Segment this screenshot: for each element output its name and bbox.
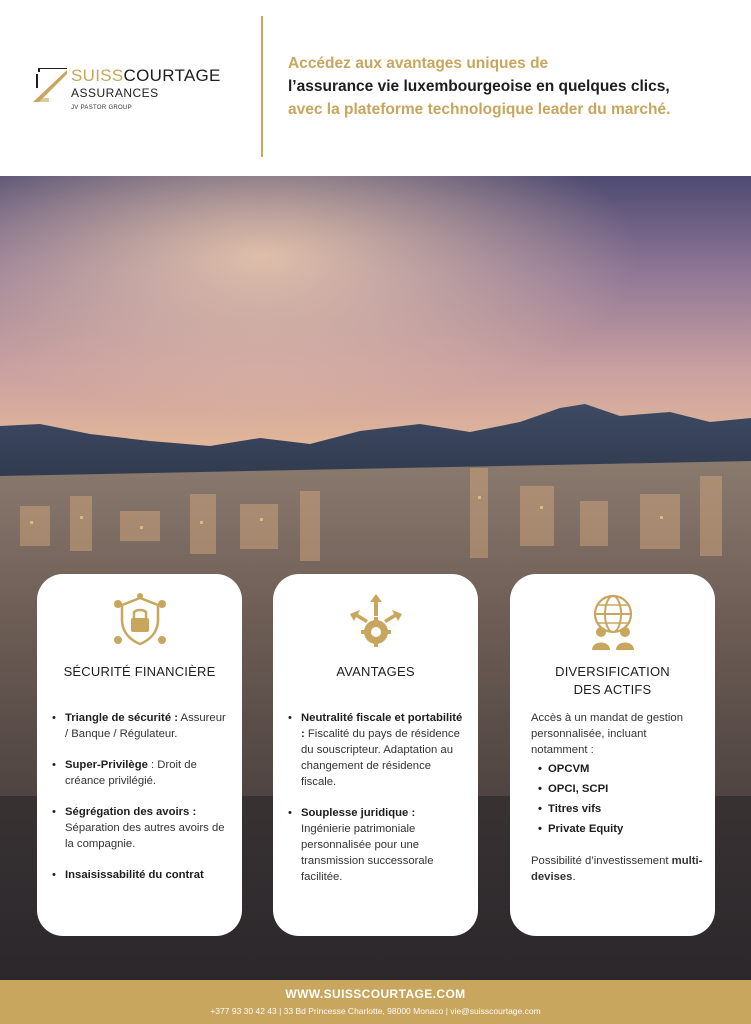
logo[interactable] [33, 64, 233, 124]
list-item: • Souplesse juridique : Ingénierie patrimoniale personnalisée pour une transmission successorale facilitée. [301, 805, 466, 885]
card-list [301, 710, 466, 900]
security-padlock-icon [110, 592, 170, 652]
list-item: • Neutralité fiscale et portabilité : Fiscalité du pays de résidence du souscripteur. Adaptation au changement de résidence fiscale. [301, 710, 466, 790]
list-item: • Private Equity [538, 819, 703, 839]
card-intro: Accès à un mandat de gestion personnalisée, incluant notamment : [531, 712, 683, 756]
list-item: • Titres vifs [538, 799, 703, 819]
list-item: • Ségrégation des avoirs : Séparation des autres avoirs de la compagnie. [65, 804, 230, 852]
arrows-gear-icon [346, 592, 406, 652]
card-title: SÉCURITÉ FINANCIÈRE [63, 664, 216, 679]
logo-sub: ASSURANCES [71, 86, 159, 100]
tagline-line1: Accédez aux avantages uniques de [288, 55, 549, 72]
globe-people-icon [583, 592, 643, 652]
list-item: • OPCI, SCPI [538, 779, 703, 799]
tagline-line2: l’assurance vie luxembourgeoise en quelques clics, [288, 78, 670, 95]
list-item: • Triangle de sécurité : Assureur / Banque / Régulateur. [65, 710, 230, 742]
logo-mark-icon [33, 68, 67, 102]
logo-brand: SUISSCOURTAGE [71, 66, 221, 85]
logo-group: JV PASTOR GROUP [71, 105, 132, 111]
header [0, 0, 751, 176]
asset-list [538, 759, 703, 839]
header-divider [261, 16, 263, 157]
card-securite [37, 574, 242, 936]
website-link[interactable]: WWW.SUISSCOURTAGE.COM [285, 987, 466, 1001]
list-item: • Super-Privilège : Droit de créance privilégié. [65, 757, 230, 789]
card-avantages [273, 574, 478, 936]
card-title: AVANTAGES [336, 664, 415, 679]
list-item: • OPCVM [538, 759, 703, 779]
footer [0, 980, 751, 1024]
contact-info: +377 93 30 42 43 | 33 Bd Princesse Charlotte, 98000 Monaco | vie@suisscourtage.com [210, 1006, 541, 1016]
card-diversification [510, 574, 715, 936]
card-list [65, 710, 230, 898]
card-footer-text: Possibilité d’investissement multi-devises. [531, 855, 703, 883]
tagline [288, 52, 670, 121]
list-item: • Insaisissabilité du contrat [65, 867, 230, 883]
card-title: DIVERSIFICATION DES ACTIFS [555, 664, 670, 697]
tagline-line3: avec la plateforme technologique leader du marché. [288, 101, 671, 118]
